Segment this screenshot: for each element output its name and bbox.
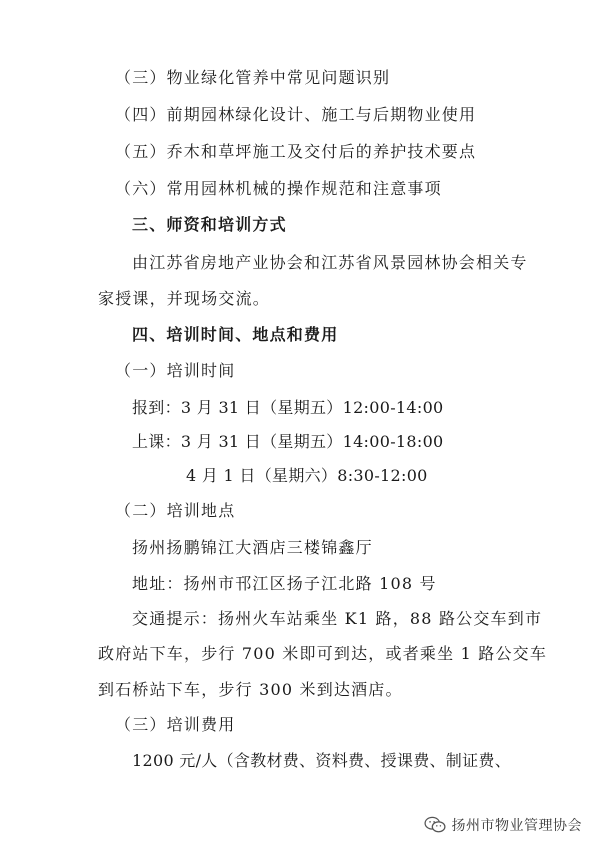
- section-3-paragraph-line-1: 由江苏省房地产业协会和江苏省风景园林协会相关专: [132, 253, 528, 272]
- class-time-2: 4 月 1 日（星期六）8:30-12:00: [186, 466, 428, 485]
- watermark-text: 扬州市物业管理协会: [451, 818, 582, 834]
- subsection-2-title: （二）培训地点: [115, 501, 236, 520]
- subsection-1-title: （一）培训时间: [115, 361, 236, 380]
- item-3: （三）物业绿化管养中常见问题识别: [115, 68, 391, 87]
- wechat-icon: [424, 816, 446, 834]
- item-4: （四）前期园林绿化设计、施工与后期物业使用: [115, 105, 477, 124]
- traffic-tip-line-2: 政府站下车，步行 700 米即可到达，或者乘坐 1 路公交车: [98, 644, 548, 663]
- account-watermark: [424, 815, 583, 835]
- traffic-tip-line-1: 交通提示：扬州火车站乘坐 K1 路，88 路公交车到市: [132, 609, 543, 628]
- item-5: （五）乔木和草坪施工及交付后的养护技术要点: [115, 142, 477, 161]
- traffic-tip-line-3: 到石桥站下车，步行 300 米到达酒店。: [98, 680, 403, 699]
- venue-name: 扬州扬鹏锦江大酒店三楼锦鑫厅: [132, 538, 373, 557]
- venue-address: 地址：扬州市邗江区扬子江北路 108 号: [132, 574, 437, 593]
- subsection-3-title: （三）培训费用: [115, 715, 236, 734]
- register-time: 报到：3 月 31 日（星期五）12:00-14:00: [132, 398, 444, 417]
- section-3-title: 三、师资和培训方式: [132, 215, 287, 234]
- class-time-1: 上课：3 月 31 日（星期五）14:00-18:00: [132, 432, 444, 451]
- item-6: （六）常用园林机械的操作规范和注意事项: [115, 179, 442, 198]
- fee-line: 1200 元/人（含教材费、资料费、授课费、制证费、: [132, 751, 511, 770]
- section-4-title: 四、培训时间、地点和费用: [132, 325, 339, 344]
- section-3-paragraph-line-2: 家授课，并现场交流。: [98, 289, 271, 308]
